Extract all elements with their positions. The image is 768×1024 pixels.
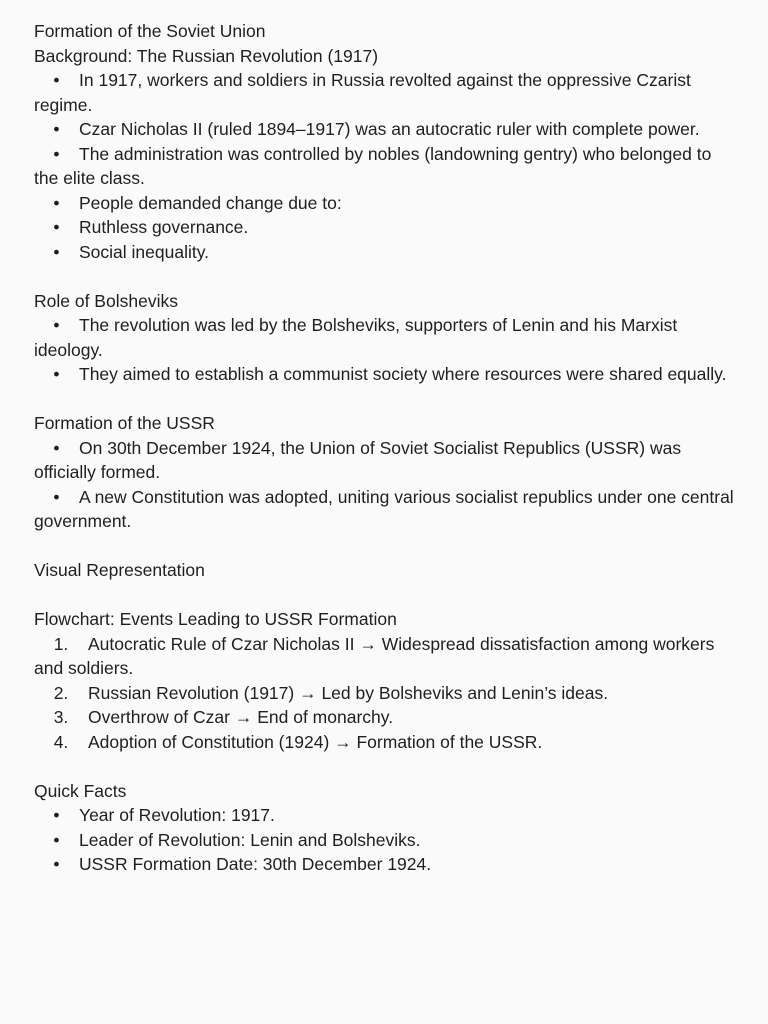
flowchart-step: 1. Autocratic Rule of Czar Nicholas II → Widespread dissatisfaction among workers and soldiers.	[34, 633, 715, 678]
bullet-icon: •	[53, 854, 60, 874]
list-item: • A new Constitution was adopted, uniting various socialist republics under one central government.	[34, 486, 734, 531]
step-number: 4.	[53, 731, 69, 752]
section-heading-flowchart: Flowchart: Events Leading to USSR Formation	[34, 609, 397, 629]
spacer	[34, 387, 734, 412]
bullet-icon: •	[53, 70, 60, 90]
list-item: • Leader of Revolution: Lenin and Bolsheviks.	[34, 828, 734, 853]
spacer	[34, 754, 734, 779]
bullet-icon: •	[53, 829, 60, 850]
bullet-icon: •	[53, 241, 60, 262]
flowchart-step: 4. Adoption of Constitution (1924) → Formation of the USSR.	[34, 730, 734, 755]
list-item: • People demanded change due to:	[34, 191, 734, 216]
bullet-icon: •	[53, 119, 60, 139]
list-item: • They aimed to establish a communist society where resources were shared equally.	[34, 362, 734, 387]
bullet-icon: •	[53, 437, 60, 458]
section-heading-visual: Visual Representation	[34, 560, 205, 580]
bullet-icon: •	[53, 805, 60, 825]
spacer	[34, 534, 734, 559]
flowchart-step: 2. Russian Revolution (1917) → Led by Bolsheviks and Lenin’s ideas.	[34, 681, 734, 706]
document-title: Formation of the Soviet Union	[34, 21, 266, 41]
spacer	[34, 583, 734, 608]
section-heading-bolsheviks: Role of Bolsheviks	[34, 290, 178, 311]
list-item: • USSR Formation Date: 30th December 1924.	[34, 852, 734, 877]
section-heading-ussr: Formation of the USSR	[34, 413, 215, 433]
step-number: 1.	[53, 633, 69, 654]
bullet-icon: •	[53, 143, 60, 164]
list-item: • Social inequality.	[34, 240, 734, 265]
list-item: • On 30th December 1924, the Union of Soviet Socialist Republics (USSR) was officially formed.	[34, 437, 682, 482]
list-item: • Ruthless governance.	[34, 215, 734, 240]
list-item: • Czar Nicholas II (ruled 1894–1917) was an autocratic ruler with complete power.	[34, 117, 734, 142]
list-item: • In 1917, workers and soldiers in Russia revolted against the oppressive Czarist regime.	[34, 70, 691, 115]
list-item: • The revolution was led by the Bolsheviks, supporters of Lenin and his Marxist ideology.	[34, 315, 678, 360]
section-heading-background: Background: The Russian Revolution (1917)	[34, 45, 379, 66]
section-heading-facts: Quick Facts	[34, 780, 127, 801]
bullet-icon: •	[53, 217, 60, 237]
spacer	[34, 264, 734, 289]
step-number: 3.	[53, 707, 69, 727]
list-item: • Year of Revolution: 1917.	[34, 803, 734, 828]
step-number: 2.	[53, 682, 69, 703]
bullet-icon: •	[53, 364, 60, 384]
flowchart-step: 3. Overthrow of Czar → End of monarchy.	[34, 705, 734, 730]
list-item: • The administration was controlled by nobles (landowning gentry) who belonged to the elite class.	[34, 143, 712, 188]
bullet-icon: •	[53, 192, 60, 213]
bullet-icon: •	[53, 315, 60, 335]
bullet-icon: •	[53, 486, 60, 507]
